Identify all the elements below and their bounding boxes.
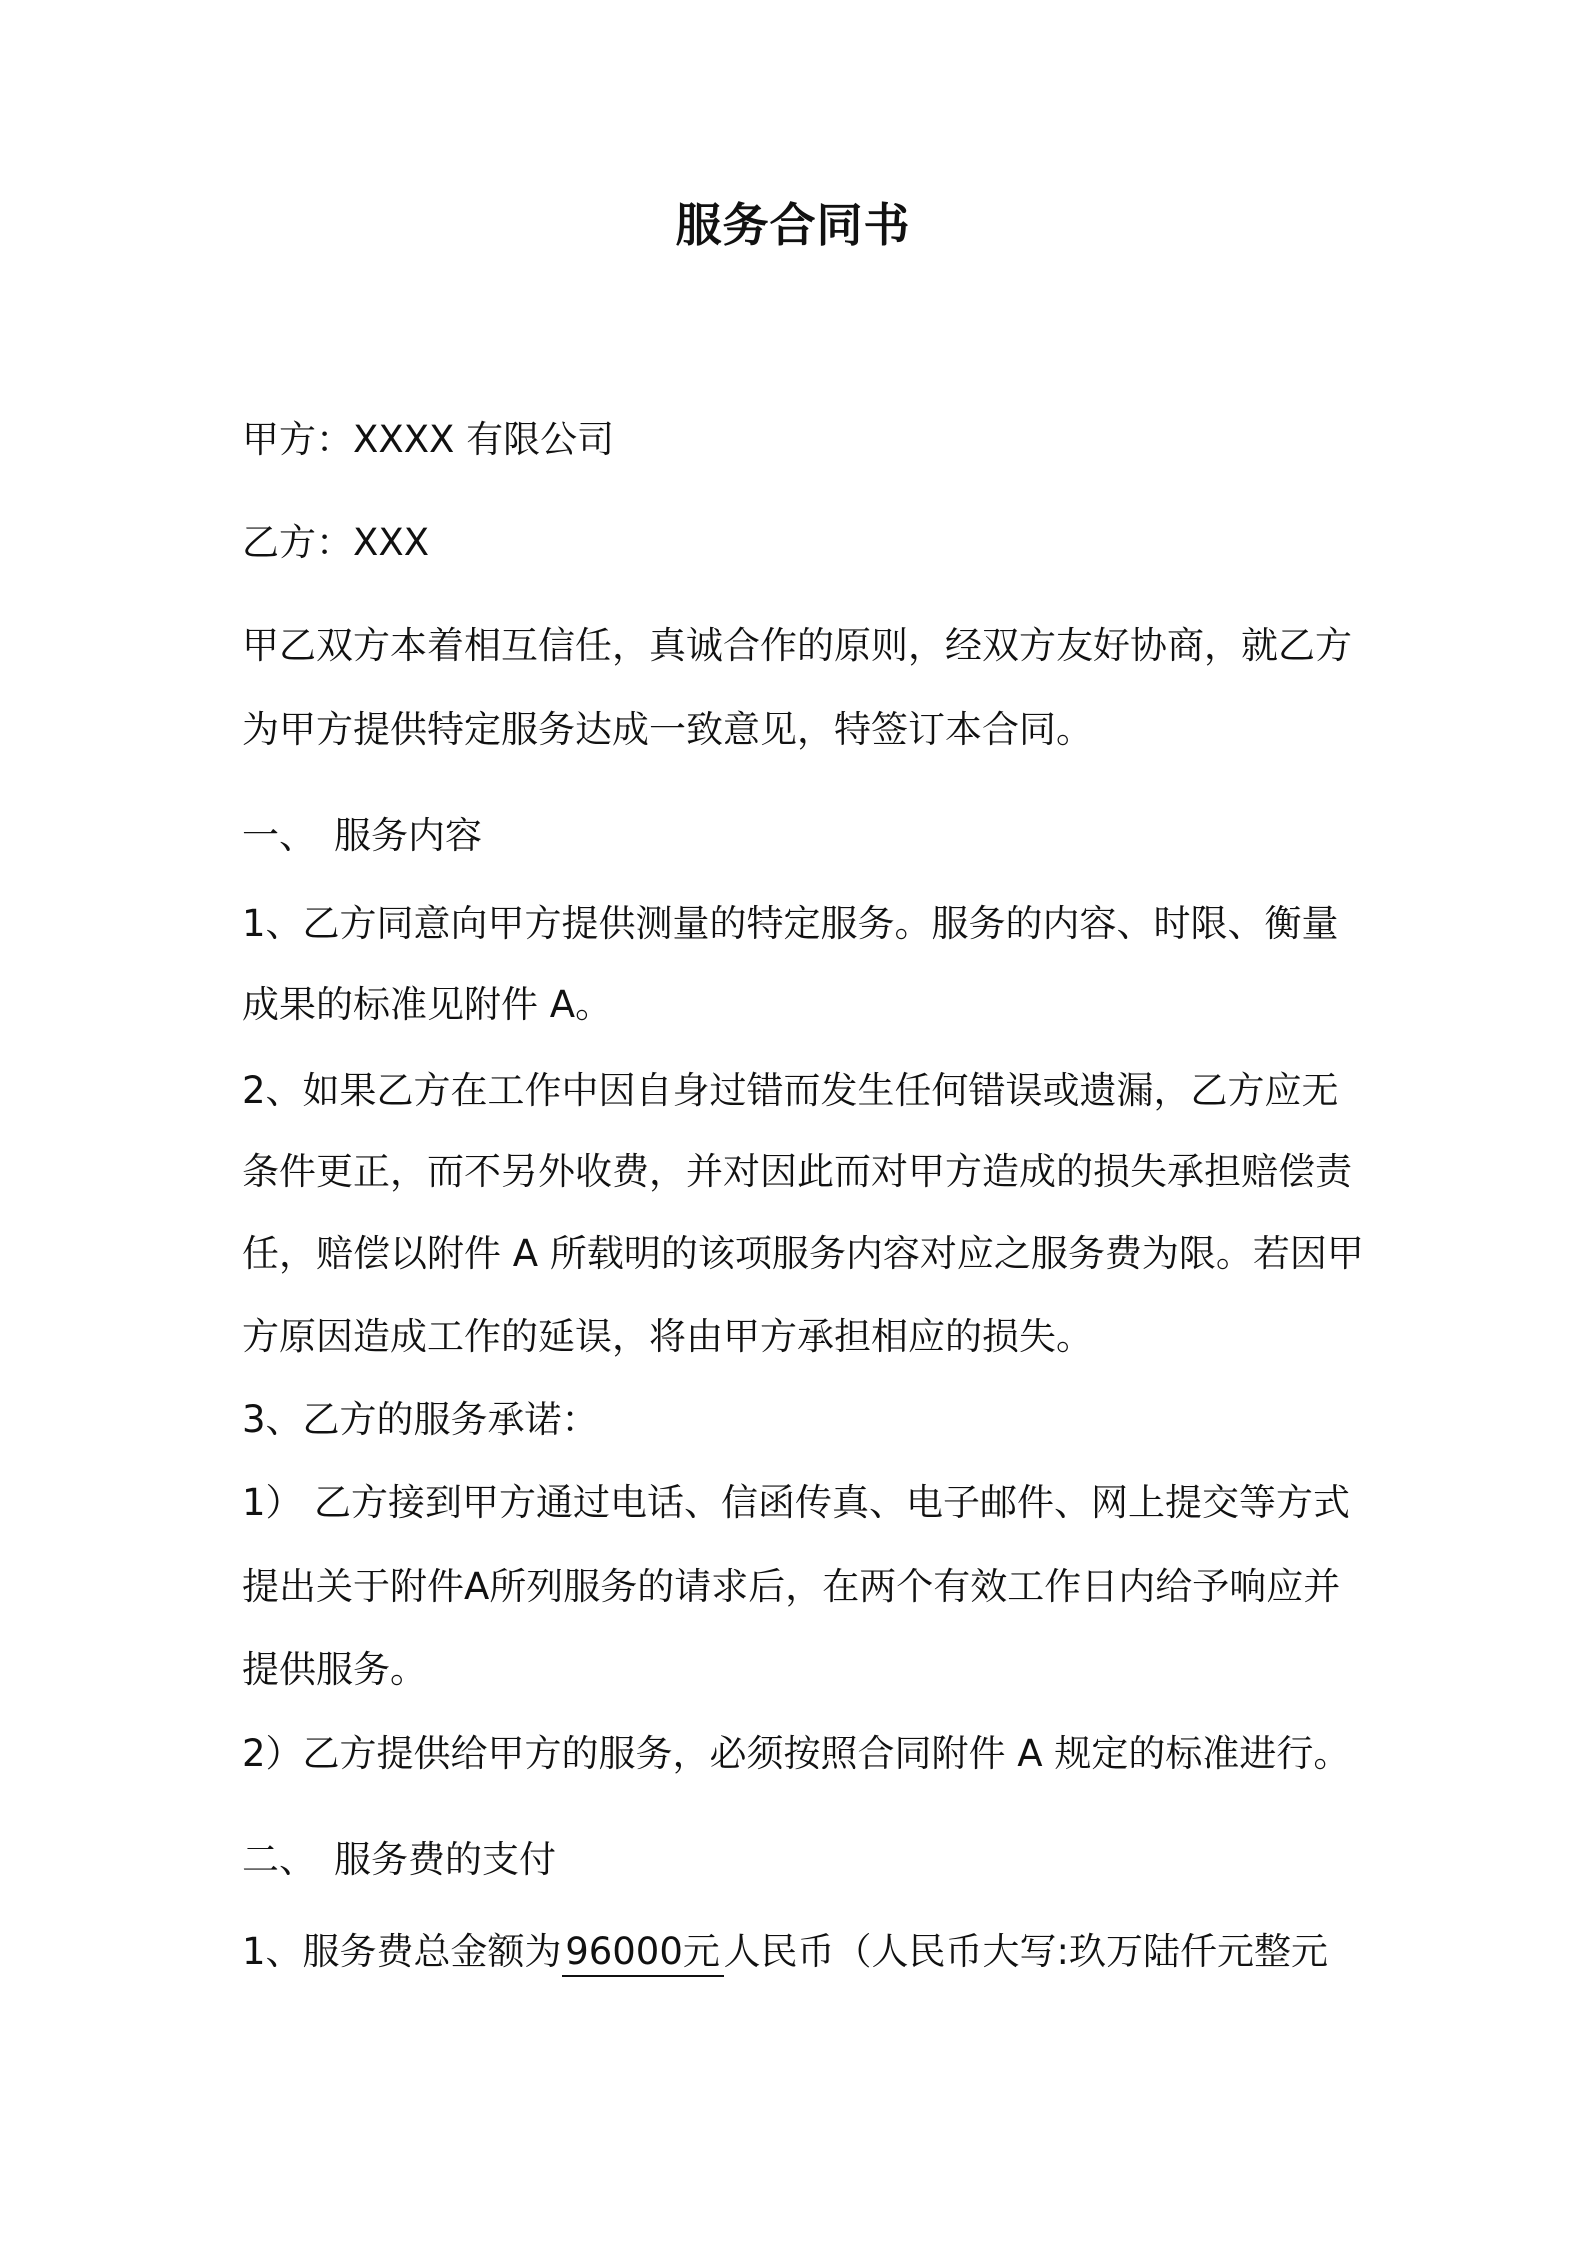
clause-2-1-prefix: 1、服务费总金额为 (242, 1930, 562, 1973)
clause-1-2-line: 方原因造成工作的延误，将由甲方承担相应的损失。 (242, 1315, 1093, 1358)
clause-2-1-suffix: 人民币（人民币大写:玖万陆仟元整元 (723, 1930, 1329, 1973)
sub-item-1-text: 乙方接到甲方通过电话、信函传真、电子邮件、网上提交等方式 (314, 1481, 1350, 1524)
sub-item-2: 2）乙方提供给甲方的服务，必须按照合同附件 A 规定的标准进行。 (242, 1732, 1351, 1775)
clause-1-1-line: 1、乙方同意向甲方提供测量的特定服务。服务的内容、时限、衡量 (242, 902, 1339, 945)
section-1-title: 服务内容 (334, 814, 482, 857)
clause-1-2-line: 2、如果乙方在工作中因自身过错而发生任何错误或遗漏，乙方应无 (242, 1069, 1339, 1112)
clause-2-1-line (242, 1927, 1328, 1977)
sub-item-1-line (242, 1478, 1350, 1528)
clause-1-3: 3、乙方的服务承诺： (242, 1398, 599, 1441)
clause-1-1-line: 成果的标准见附件 A。 (242, 983, 613, 1026)
section-1-heading (242, 811, 482, 861)
section-2-title: 服务费的支付 (334, 1838, 556, 1881)
party-a-label: 甲方： (242, 418, 353, 461)
clause-1-2-line: 条件更正，而不另外收费，并对因此而对甲方造成的损失承担赔偿责 (242, 1150, 1352, 1193)
party-a-line (242, 415, 614, 465)
fee-amount-field: 96000元 (562, 1929, 724, 1977)
sub-item-1-line: 提供服务。 (242, 1648, 427, 1691)
document-title: 服务合同书 (675, 198, 911, 252)
sub-item-1-number: 1） (242, 1481, 303, 1524)
section-2-number: 二、 (242, 1838, 316, 1881)
section-1-number: 一、 (242, 814, 316, 857)
preamble-line: 为甲方提供特定服务达成一致意见，特签订本合同。 (242, 708, 1093, 751)
sub-item-1-line: 提出关于附件A所列服务的请求后，在两个有效工作日内给予响应并 (242, 1565, 1341, 1608)
party-a-name: XXXX 有限公司 (353, 418, 615, 461)
preamble-line: 甲乙双方本着相互信任，真诚合作的原则，经双方友好协商，就乙方 (242, 624, 1352, 667)
clause-1-2-line: 任，赔偿以附件 A 所载明的该项服务内容对应之服务费为限。若因甲 (242, 1232, 1364, 1275)
party-b-line (242, 518, 429, 568)
party-b-label: 乙方： (242, 521, 353, 564)
section-2-heading (242, 1835, 556, 1885)
party-b-name: XXX (353, 521, 430, 564)
